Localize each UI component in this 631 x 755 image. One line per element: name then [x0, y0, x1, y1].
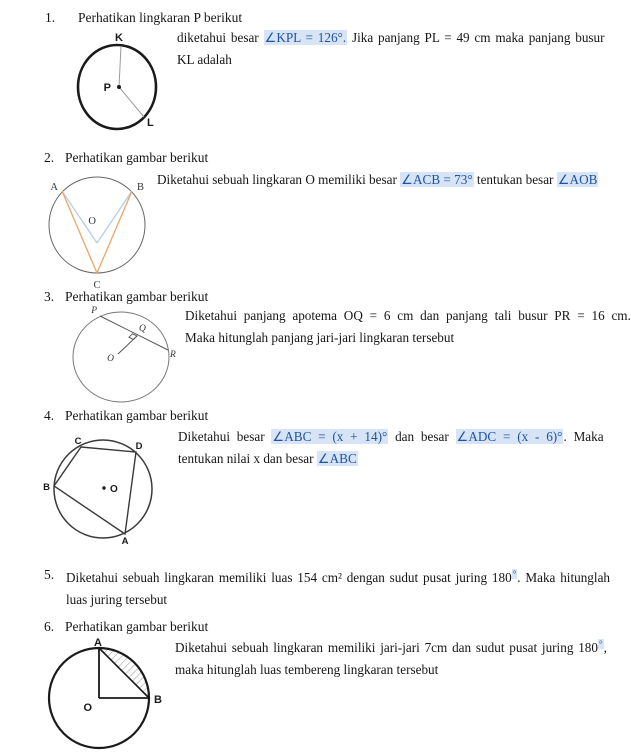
highlighted-term: ∠ABC = (x + 14)° — [272, 429, 388, 444]
label-A: A — [121, 536, 129, 547]
label-P: P — [103, 82, 111, 94]
circle-outline — [73, 312, 169, 402]
highlighted-term: ∠AOB — [557, 172, 598, 187]
label-P: P — [91, 306, 97, 316]
q2-number: 2. — [44, 150, 55, 165]
q4-body-line1 — [178, 426, 604, 448]
label-L: L — [147, 117, 154, 129]
highlighted-term: ∠ADC = (x - 6)° — [456, 429, 563, 444]
label-O: O — [110, 484, 118, 495]
label-O: O — [88, 216, 96, 227]
text-run: Diketahui sebuah lingkaran O memiliki besar — [157, 172, 401, 187]
label-B: B — [137, 182, 145, 193]
text-run: , — [603, 640, 607, 655]
q1-body-line2 — [177, 49, 605, 71]
q3-body-line2 — [185, 327, 631, 349]
q2-body — [157, 169, 598, 191]
label-O: O — [107, 354, 114, 364]
q2-circle-diagram — [42, 172, 154, 294]
label-R: R — [170, 350, 176, 360]
q4-title: Perhatikan gambar berikut — [65, 408, 209, 423]
label-B: B — [43, 482, 50, 493]
text-run: Diketahui besar — [178, 429, 272, 444]
highlighted-term: ∠KPL = 126°. — [264, 30, 347, 45]
chord-BO — [97, 191, 132, 243]
q3-title: Perhatikan gambar berikut — [65, 289, 209, 304]
q5-body — [66, 567, 610, 611]
q6-title: Perhatikan gambar berikut — [65, 619, 209, 634]
q5-body-line1 — [66, 567, 610, 589]
text-run: Diketahui sebuah lingkaran memiliki luas 154 cm² dengan sudut pusat juring 180 — [66, 570, 512, 585]
radius-PK — [119, 46, 121, 87]
q1-circle-diagram — [68, 28, 168, 143]
circle-outline — [49, 177, 145, 273]
label-A: A — [94, 637, 102, 649]
right-angle-mark — [129, 334, 137, 340]
q3-circle-diagram — [68, 302, 176, 404]
q6-body — [175, 637, 607, 681]
label-C: C — [93, 280, 101, 291]
label-D: D — [135, 441, 143, 452]
text-run: KL adalah — [177, 52, 232, 67]
q4-body — [178, 426, 604, 470]
q5-body-line2 — [66, 589, 610, 611]
q6-circle-diagram — [44, 638, 166, 755]
highlighted-term: ∠ACB = 73° — [401, 172, 473, 187]
highlighted-degree: ° — [599, 638, 603, 649]
q3-body-line1 — [185, 305, 631, 327]
q1-title: Perhatikan lingkaran P berikut — [78, 10, 243, 25]
q6-body-line2 — [175, 659, 607, 681]
q5-number: 5. — [44, 567, 55, 582]
q4-circle-diagram — [44, 434, 160, 546]
text-run: Diketahui panjang apotema OQ = 6 cm dan panjang tali busur PR = 16 cm. — [185, 308, 631, 323]
label-C: C — [74, 436, 82, 447]
chord-AC — [62, 191, 97, 273]
text-run: Jika panjang PL = 49 cm maka panjang busur — [347, 30, 605, 45]
label-A: A — [50, 182, 58, 193]
q6-body-line1 — [175, 637, 607, 659]
chord-PR — [100, 316, 168, 350]
center-point — [102, 486, 105, 489]
label-O: O — [83, 702, 92, 714]
label-K: K — [115, 32, 123, 44]
q2-title: Perhatikan gambar berikut — [65, 150, 209, 165]
text-run: tentukan nilai x dan besar — [178, 451, 317, 466]
text-run: dan besar — [388, 429, 456, 444]
text-run: . Maka hitunglah — [517, 570, 611, 585]
label-B: B — [154, 694, 162, 706]
q3-number: 3. — [44, 289, 55, 304]
center-point — [117, 85, 121, 89]
label-Q: Q — [139, 324, 146, 334]
text-run: . Maka — [563, 429, 604, 444]
q1-body — [177, 27, 605, 71]
q3-body — [185, 305, 631, 349]
text-run: diketahui besar — [177, 30, 264, 45]
q4-body-line2 — [178, 448, 604, 470]
highlighted-term: ∠ABC — [317, 451, 357, 466]
text-run: Diketahui sebuah lingkaran memiliki jari-jari 7cm dan sudut pusat juring 180 — [175, 640, 598, 655]
text-run: tentukan besar — [473, 172, 557, 187]
q2-body-line1 — [157, 169, 598, 191]
q6-number: 6. — [44, 619, 55, 634]
chord-BC — [97, 191, 132, 273]
q1-number: 1. — [45, 10, 56, 25]
radius-PL — [119, 87, 144, 117]
q4-number: 4. — [44, 408, 55, 423]
text-run: Maka hitunglah panjang jari-jari lingkaran tersebut — [185, 330, 455, 345]
text-run: luas juring tersebut — [66, 592, 168, 607]
highlighted-degree: ° — [512, 568, 517, 579]
q1-body-line1 — [177, 27, 605, 49]
text-run: maka hitunglah luas tembereng lingkaran tersebut — [175, 662, 439, 677]
